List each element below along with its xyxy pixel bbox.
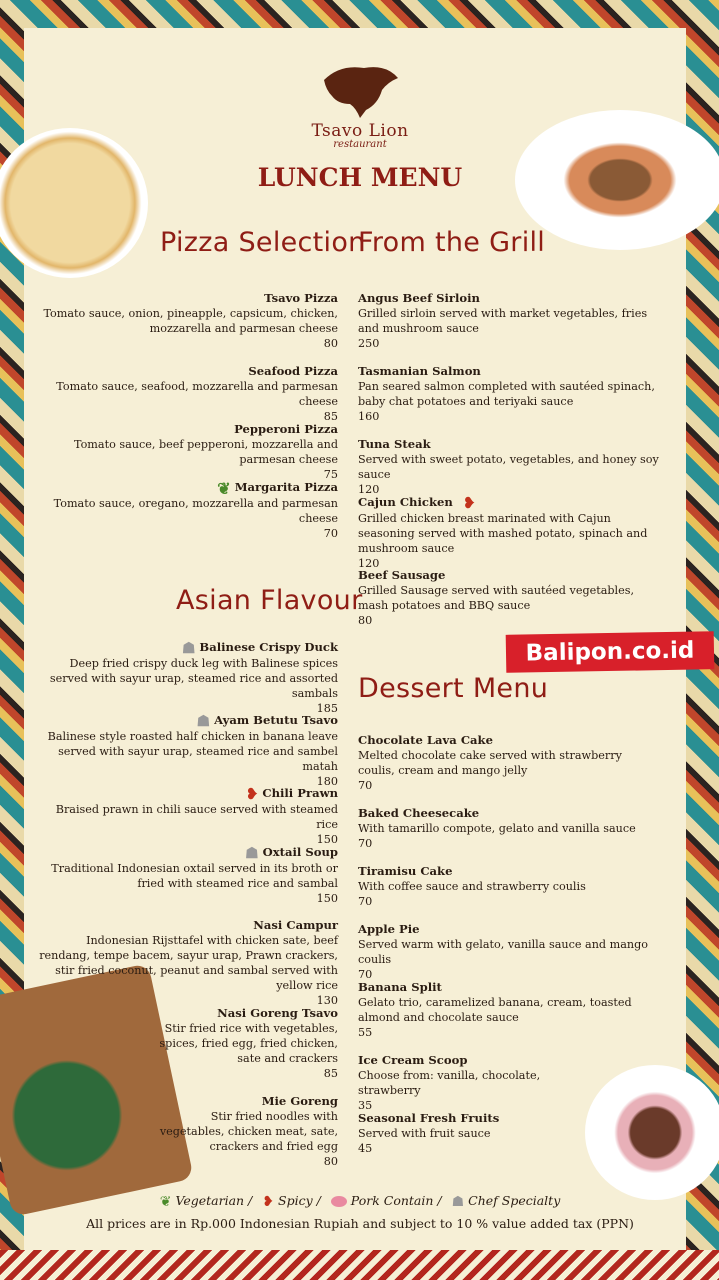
item-name: Chili Prawn	[262, 786, 338, 800]
item-desc: With coffee sauce and strawberry coulis	[358, 880, 586, 893]
item-price: 150	[316, 891, 338, 905]
chef-hat-icon: ☗	[245, 843, 259, 862]
menu-item	[38, 291, 338, 351]
item-price: 150	[316, 832, 338, 846]
item-price: 70	[358, 779, 373, 792]
leaf-icon: ❦	[159, 1193, 172, 1210]
item-price: 70	[358, 968, 373, 981]
item-name: Tiramisu Cake	[358, 864, 453, 878]
item-price: 80	[323, 337, 338, 350]
item-price: 250	[358, 337, 380, 350]
menu-item	[358, 291, 658, 351]
ice-cream-image	[585, 1065, 719, 1200]
item-price: 35	[358, 1099, 373, 1112]
chef-hat-icon: ☗	[181, 638, 196, 657]
item-price: 130	[316, 994, 338, 1007]
item-desc: Served warm with gelato, vanilla sauce and mango coulis	[358, 938, 649, 966]
item-price: 85	[323, 410, 338, 423]
item-desc: Served with fruit sauce	[358, 1127, 491, 1140]
item-name: Ayam Betutu Tsavo	[214, 713, 338, 727]
item-price: 45	[358, 1142, 373, 1155]
item-price: 80	[323, 1155, 338, 1168]
item-desc: Indonesian Rijsttafel with chicken sate, beef rendang, tempe bacem, sayur urap, Prawn crackers, stir fried coconut, peanut and sambal served with yellow rice	[39, 934, 338, 992]
item-desc: Traditional Indonesian oxtail served in its broth or fried with steamed rice and sambal	[51, 861, 338, 890]
legend-spicy: Spicy /	[278, 1193, 321, 1208]
watermark-stamp: Balipon.co.id	[506, 631, 715, 673]
legend	[100, 1193, 620, 1210]
section-title-pizza: Pizza Selection	[160, 227, 366, 258]
price-note: All prices are in Rp.000 Indonesian Rupiah and subject to 10 % value added tax (PPN)	[86, 1216, 634, 1231]
menu-item	[358, 364, 668, 424]
menu-item	[358, 864, 658, 909]
item-price: 120	[358, 483, 380, 496]
item-name: Tuna Steak	[358, 437, 431, 451]
legend-vegetarian: Vegetarian /	[175, 1193, 253, 1208]
item-name: Apple Pie	[358, 922, 420, 936]
menu-item	[358, 568, 658, 628]
menu-item	[28, 364, 338, 424]
item-desc: Choose from: vanilla, chocolate, strawberry	[358, 1069, 541, 1097]
pig-icon	[331, 1196, 347, 1207]
item-desc: Braised prawn in chili sauce served with steamed rice	[55, 802, 338, 831]
item-name: Balinese Crispy Duck	[199, 640, 338, 654]
item-name: Tsavo Pizza	[264, 291, 338, 305]
menu-item	[38, 640, 338, 716]
item-desc: Gelato trio, caramelized banana, cream, toasted almond and chocolate sauce	[358, 996, 632, 1024]
item-name: Margarita Pizza	[234, 480, 338, 494]
item-price: 160	[358, 410, 380, 423]
item-name: Ice Cream Scoop	[358, 1053, 468, 1067]
menu-item	[358, 806, 658, 851]
item-desc: Tomato sauce, seafood, mozzarella and parmesan cheese	[56, 380, 338, 408]
item-name: Angus Beef Sirloin	[358, 291, 480, 305]
item-desc: Balinese style roasted half chicken in banana leave served with sayur urap, steamed rice and sambel matah	[47, 729, 338, 773]
section-title-grill: From the Grill	[358, 227, 546, 258]
section-title-asian: Asian Flavour	[176, 585, 363, 616]
item-price: 70	[323, 526, 338, 540]
item-desc: Pan seared salmon completed with sautéed spinach, baby chat potatoes and teriyaki sauce	[358, 380, 655, 408]
menu-item	[38, 918, 338, 1008]
item-price: 55	[358, 1026, 373, 1039]
legend-pork: Pork Contain /	[350, 1193, 442, 1208]
item-name: Cajun Chicken	[358, 495, 453, 509]
leaf-icon: ❦	[217, 478, 231, 498]
item-desc: Stir fried noodles with vegetables, chicken meat, sate, crackers and fried egg	[159, 1110, 338, 1153]
item-price: 120	[358, 556, 380, 570]
item-desc: With tamarillo compote, gelato and vanilla sauce	[358, 822, 636, 835]
item-name: Baked Cheesecake	[358, 806, 480, 820]
menu-item	[358, 922, 668, 982]
item-desc: Grilled chicken breast marinated with Cajun seasoning served with mashed potato, spinach and mushroom sauce	[358, 511, 648, 555]
item-desc: Tomato sauce, onion, pineapple, capsicum, chicken, mozzarella and parmesan cheese	[43, 307, 338, 335]
chef-hat-icon: ☗	[451, 1193, 465, 1210]
menu-item	[358, 1053, 598, 1113]
item-desc: Grilled Sausage served with sautéed vegetables, mash potatoes and BBQ sauce	[358, 584, 635, 612]
item-name: Chocolate Lava Cake	[358, 733, 493, 747]
item-desc: Stir fried rice with vegetables, spices, fried egg, fried chicken, sate and crackers	[159, 1022, 338, 1065]
item-name: Seafood Pizza	[248, 364, 338, 378]
brand-subtitle: restaurant	[333, 139, 387, 150]
item-price: 180	[316, 774, 338, 788]
bottom-pattern-band	[0, 1250, 719, 1280]
menu-item	[358, 733, 658, 793]
item-price: 70	[358, 837, 373, 850]
menu-item	[28, 480, 338, 541]
menu-item	[358, 980, 658, 1040]
item-price: 80	[358, 614, 373, 627]
item-name: Oxtail Soup	[262, 845, 338, 859]
restaurant-logo	[300, 60, 420, 150]
section-title-dessert: Dessert Menu	[358, 673, 549, 704]
item-name: Beef Sausage	[358, 568, 446, 582]
item-name: Nasi Goreng Tsavo	[217, 1006, 338, 1020]
menu-item	[28, 713, 338, 789]
lion-logo-icon	[320, 60, 400, 118]
menu-item	[358, 495, 668, 571]
menu-item	[148, 1094, 338, 1169]
item-desc: Deep fried crispy duck leg with Balinese spices served with sayur urap, steamed rice and assorted sambals	[49, 656, 338, 700]
item-name: Tasmanian Salmon	[358, 364, 481, 378]
menu-item	[358, 1111, 578, 1156]
item-name: Mie Goreng	[261, 1094, 338, 1108]
item-price: 70	[358, 895, 373, 908]
menu-item	[38, 422, 338, 482]
item-name: Banana Split	[358, 980, 442, 994]
chef-hat-icon: ☗	[196, 711, 211, 730]
page-title: LUNCH MENU	[257, 163, 463, 192]
menu-item	[38, 786, 338, 847]
menu-item	[28, 845, 338, 906]
item-desc: Melted chocolate cake served with strawberry coulis, cream and mango jelly	[358, 749, 622, 777]
item-desc: Grilled sirloin served with market vegetables, fries and mushroom sauce	[358, 307, 648, 335]
menu-item	[148, 1006, 338, 1081]
item-price: 75	[323, 468, 338, 481]
item-name: Pepperoni Pizza	[234, 422, 338, 436]
item-price: 85	[323, 1067, 338, 1080]
menu-item	[358, 437, 668, 497]
chili-icon: ❥	[245, 784, 259, 803]
item-desc: Tomato sauce, oregano, mozzarella and parmesan cheese	[53, 496, 338, 525]
item-desc: Tomato sauce, beef pepperoni, mozzarella and parmesan cheese	[73, 438, 338, 466]
chili-icon: ❥	[462, 493, 476, 512]
item-price: 185	[316, 701, 338, 715]
item-name: Seasonal Fresh Fruits	[358, 1111, 500, 1125]
legend-chef: Chef Specialty	[468, 1193, 561, 1208]
brand-name: Tsavo Lion	[311, 121, 409, 141]
chili-icon: ❥	[262, 1193, 274, 1210]
item-desc: Served with sweet potato, vegetables, and honey soy sauce	[358, 453, 659, 481]
salmon-plate-image	[515, 110, 719, 250]
item-name: Nasi Campur	[253, 918, 338, 932]
